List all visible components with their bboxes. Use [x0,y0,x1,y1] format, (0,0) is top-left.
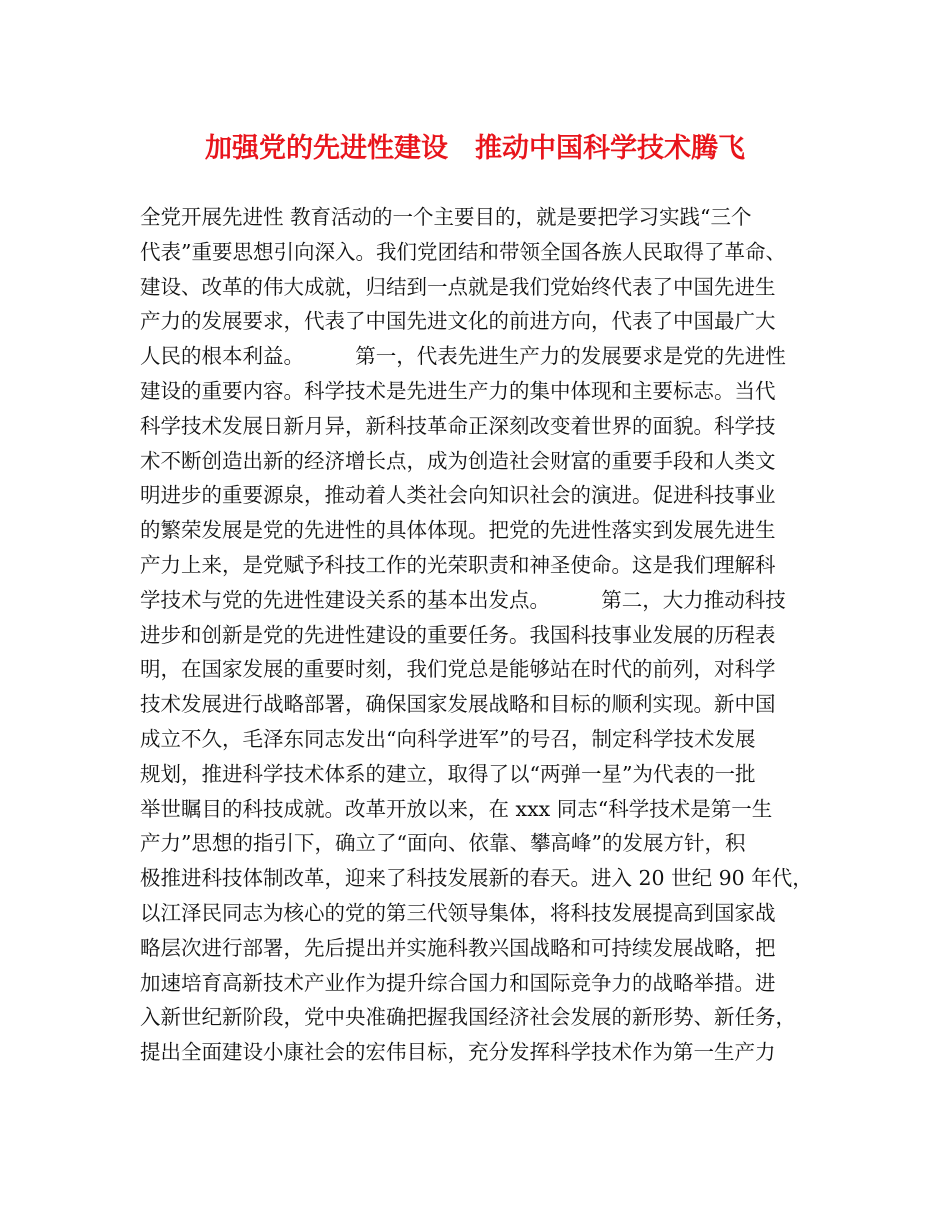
body-text-line: 明，在国家发展的重要时刻，我们党总是能够站在时代的前列，对科学 [140,657,776,682]
body-text-line: 的繁荣发展是党的先进性的具体体现。把党的先进性落实到发展先进生 [140,518,776,543]
body-text-line: 产力上来，是党赋予科技工作的光荣职责和神圣使命。这是我们理解科 [140,552,776,577]
body-text-line: 产力”思想的指引下，确立了“面向、依靠、攀高峰”的发展方针，积 [140,831,746,856]
document-title: 加强党的先进性建设 推动中国科学技术腾飞 [205,133,745,164]
body-text-line: 产力的发展要求，代表了中国先进文化的前进方向，代表了中国最广大 [140,309,776,334]
body-text-line: 术不断创造出新的经济增长点，成为创造社会财富的重要手段和人类文 [140,448,776,473]
body-text-line: 人民的根本利益。 第一，代表先进生产力的发展要求是党的先进性 [140,344,786,369]
body-text-line: 举世瞩目的科技成就。改革开放以来，在 xxx 同志“科学技术是第一生 [140,796,773,821]
body-text-line: 建设、改革的伟大成就，归结到一点就是我们党始终代表了中国先进生 [140,274,776,299]
body-text-line: 略层次进行部署，先后提出并实施科教兴国战略和可持续发展战略，把 [140,935,776,960]
document-body [140,200,830,1070]
body-text-line: 以江泽民同志为核心的党的第三代领导集体，将科技发展提高到国家战 [140,900,776,925]
body-text-line: 提出全面建设小康社会的宏伟目标，充分发挥科学技术作为第一生产力 [140,1040,776,1065]
body-text-line: 技术发展进行战略部署，确保国家发展战略和目标的顺利实现。新中国 [140,692,776,717]
body-text-line: 入新世纪新阶段，党中央准确把握我国经济社会发展的新形势、新任务， [140,1005,796,1030]
body-text-line: 加速培育高新技术产业作为提升综合国力和国际竞争力的战略举措。进 [140,970,776,995]
body-text-line: 明进步的重要源泉，推动着人类社会向知识社会的演进。促进科技事业 [140,483,776,508]
body-text-line: 全党开展先进性 教育活动的一个主要目的，就是要把学习实践“三个 [140,205,752,229]
body-text-line: 科学技术发展日新月异，新科技革命正深刻改变着世界的面貌。科学技 [140,413,776,438]
body-text-line: 建设的重要内容。科学技术是先进生产力的集中体现和主要标志。当代 [140,378,776,403]
body-text-line: 学技术与党的先进性建设关系的基本出发点。 第二，大力推动科技 [140,587,786,612]
body-text-line: 成立不久，毛泽东同志发出“向科学进军”的号召，制定科学技术发展 [140,726,756,751]
body-text-line: 代表”重要思想引向深入。我们党团结和带领全国各族人民取得了革命、 [140,239,786,264]
body-text-line: 规划，推进科学技术体系的建立，取得了以“两弹一星”为代表的一批 [140,761,756,786]
body-text-line: 进步和创新是党的先进性建设的重要任务。我国科技事业发展的历程表 [140,622,776,647]
body-text-line: 极推进科技体制改革，迎来了科技发展新的春天。进入 20 世纪 90 年代， [140,866,813,891]
